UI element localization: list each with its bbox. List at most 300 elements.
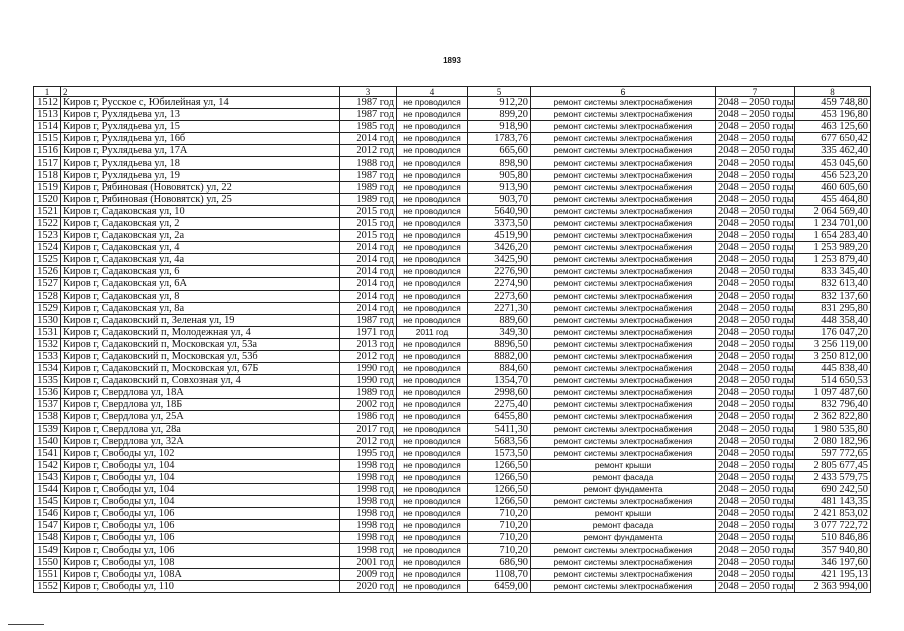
area-cell: 3425,90 [468, 254, 531, 266]
table-body [34, 97, 871, 593]
period-cell: 2048 – 2050 годы [716, 242, 795, 254]
cost-cell: 1 253 879,40 [795, 254, 871, 266]
area-cell: 918,90 [468, 121, 531, 133]
area-cell: 686,90 [468, 556, 531, 568]
address-cell: Киров г, Свободы ул, 106 [61, 544, 340, 556]
year-built-cell: 2014 год [340, 290, 397, 302]
period-cell: 2048 – 2050 годы [716, 363, 795, 375]
table-row [34, 254, 871, 266]
last-repair-cell: не проводился [397, 278, 468, 290]
last-repair-cell: не проводился [397, 508, 468, 520]
address-cell: Киров г, Свободы ул, 104 [61, 459, 340, 471]
row-number-cell: 1522 [34, 217, 61, 229]
work-type-cell: ремонт крыши [531, 508, 716, 520]
year-built-cell: 2020 год [340, 580, 397, 592]
cost-cell: 3 250 812,00 [795, 350, 871, 362]
row-number-cell: 1548 [34, 532, 61, 544]
address-cell: Киров г, Рухлядьева ул, 16б [61, 133, 340, 145]
period-cell: 2048 – 2050 годы [716, 290, 795, 302]
work-type-cell: ремонт системы электроснабжения [531, 193, 716, 205]
table-row [34, 496, 871, 508]
table-row [34, 181, 871, 193]
work-type-cell: ремонт системы электроснабжения [531, 326, 716, 338]
table-row [34, 423, 871, 435]
row-number-cell: 1520 [34, 193, 61, 205]
work-type-cell: ремонт системы электроснабжения [531, 302, 716, 314]
year-built-cell: 2001 год [340, 556, 397, 568]
row-number-cell: 1535 [34, 375, 61, 387]
cost-cell: 510 846,86 [795, 532, 871, 544]
address-cell: Киров г, Рухлядьева ул, 15 [61, 121, 340, 133]
period-cell: 2048 – 2050 годы [716, 314, 795, 326]
year-built-cell: 1995 год [340, 447, 397, 459]
last-repair-cell: не проводился [397, 242, 468, 254]
row-number-cell: 1514 [34, 121, 61, 133]
address-cell: Киров г, Рухлядьева ул, 18 [61, 157, 340, 169]
address-cell: Киров г, Свердлова ул, 32А [61, 435, 340, 447]
row-number-cell: 1550 [34, 556, 61, 568]
period-cell: 2048 – 2050 годы [716, 338, 795, 350]
table-row [34, 411, 871, 423]
work-type-cell: ремонт системы электроснабжения [531, 230, 716, 242]
year-built-cell: 2015 год [340, 217, 397, 229]
address-cell: Киров г, Садаковская ул, 8а [61, 302, 340, 314]
table-row [34, 230, 871, 242]
address-cell: Киров г, Садаковский п, Московская ул, 53а [61, 338, 340, 350]
year-built-cell: 1998 год [340, 484, 397, 496]
row-number-cell: 1539 [34, 423, 61, 435]
cost-cell: 597 772,65 [795, 447, 871, 459]
row-number-cell: 1533 [34, 350, 61, 362]
cost-cell: 833 345,40 [795, 266, 871, 278]
area-cell: 1266,50 [468, 459, 531, 471]
cost-cell: 690 242,50 [795, 484, 871, 496]
table-row [34, 484, 871, 496]
cost-cell: 459 748,80 [795, 97, 871, 109]
year-built-cell: 1998 год [340, 496, 397, 508]
row-number-cell: 1524 [34, 242, 61, 254]
area-cell: 2274,90 [468, 278, 531, 290]
last-repair-cell: 2011 год [397, 326, 468, 338]
cost-cell: 481 143,35 [795, 496, 871, 508]
period-cell: 2048 – 2050 годы [716, 254, 795, 266]
year-built-cell: 1990 год [340, 375, 397, 387]
work-type-cell: ремонт системы электроснабжения [531, 411, 716, 423]
area-cell: 903,70 [468, 193, 531, 205]
period-cell: 2048 – 2050 годы [716, 375, 795, 387]
last-repair-cell: не проводился [397, 496, 468, 508]
year-built-cell: 1985 год [340, 121, 397, 133]
year-built-cell: 2012 год [340, 350, 397, 362]
year-built-cell: 1987 год [340, 314, 397, 326]
last-repair-cell: не проводился [397, 193, 468, 205]
cost-cell: 2 064 569,40 [795, 205, 871, 217]
address-cell: Киров г, Садаковская ул, 4а [61, 254, 340, 266]
row-number-cell: 1530 [34, 314, 61, 326]
area-cell: 5411,30 [468, 423, 531, 435]
address-cell: Киров г, Садаковская ул, 6А [61, 278, 340, 290]
address-cell: Киров г, Русское с, Юбилейная ул, 14 [61, 97, 340, 109]
last-repair-cell: не проводился [397, 290, 468, 302]
cost-cell: 448 358,40 [795, 314, 871, 326]
address-cell: Киров г, Садаковская ул, 6 [61, 266, 340, 278]
address-cell: Киров г, Садаковская ул, 2а [61, 230, 340, 242]
work-type-cell: ремонт системы электроснабжения [531, 217, 716, 229]
work-type-cell: ремонт системы электроснабжения [531, 375, 716, 387]
table-row [34, 193, 871, 205]
table-row [34, 399, 871, 411]
area-cell: 1354,70 [468, 375, 531, 387]
table-row [34, 326, 871, 338]
year-built-cell: 1987 год [340, 169, 397, 181]
address-cell: Киров г, Рухлядьева ул, 13 [61, 109, 340, 121]
year-built-cell: 2014 год [340, 302, 397, 314]
table-row [34, 205, 871, 217]
cost-cell: 1 980 535,80 [795, 423, 871, 435]
year-built-cell: 1971 год [340, 326, 397, 338]
last-repair-cell: не проводился [397, 181, 468, 193]
row-number-cell: 1542 [34, 459, 61, 471]
last-repair-cell: не проводился [397, 338, 468, 350]
table-row [34, 97, 871, 109]
table-row [34, 508, 871, 520]
area-cell: 2273,60 [468, 290, 531, 302]
period-cell: 2048 – 2050 годы [716, 217, 795, 229]
area-cell: 1266,50 [468, 484, 531, 496]
row-number-cell: 1551 [34, 568, 61, 580]
cost-cell: 1 253 989,20 [795, 242, 871, 254]
work-type-cell: ремонт системы электроснабжения [531, 109, 716, 121]
period-cell: 2048 – 2050 годы [716, 302, 795, 314]
last-repair-cell: не проводился [397, 556, 468, 568]
year-built-cell: 1998 год [340, 508, 397, 520]
row-number-cell: 1538 [34, 411, 61, 423]
address-cell: Киров г, Садаковская ул, 8 [61, 290, 340, 302]
period-cell: 2048 – 2050 годы [716, 447, 795, 459]
cost-cell: 1 654 283,40 [795, 230, 871, 242]
year-built-cell: 2014 год [340, 278, 397, 290]
column-header: 6 [531, 87, 716, 97]
table-row [34, 302, 871, 314]
address-cell: Киров г, Садаковский п, Московская ул, 67Б [61, 363, 340, 375]
row-number-cell: 1537 [34, 399, 61, 411]
row-number-cell: 1552 [34, 580, 61, 592]
last-repair-cell: не проводился [397, 399, 468, 411]
address-cell: Киров г, Свободы ул, 104 [61, 484, 340, 496]
address-cell: Киров г, Рябиновая (Нововятск) ул, 25 [61, 193, 340, 205]
area-cell: 884,60 [468, 363, 531, 375]
last-repair-cell: не проводился [397, 568, 468, 580]
cost-cell: 453 045,60 [795, 157, 871, 169]
area-cell: 2275,40 [468, 399, 531, 411]
year-built-cell: 1989 год [340, 193, 397, 205]
work-type-cell: ремонт системы электроснабжения [531, 580, 716, 592]
period-cell: 2048 – 2050 годы [716, 459, 795, 471]
period-cell: 2048 – 2050 годы [716, 508, 795, 520]
last-repair-cell: не проводился [397, 169, 468, 181]
column-header: 8 [795, 87, 871, 97]
cost-cell: 2 433 579,75 [795, 471, 871, 483]
area-cell: 5683,56 [468, 435, 531, 447]
period-cell: 2048 – 2050 годы [716, 411, 795, 423]
last-repair-cell: не проводился [397, 363, 468, 375]
last-repair-cell: не проводился [397, 471, 468, 483]
area-cell: 912,20 [468, 97, 531, 109]
year-built-cell: 1990 год [340, 363, 397, 375]
column-header: 2 [61, 87, 340, 97]
year-built-cell: 2012 год [340, 435, 397, 447]
address-cell: Киров г, Садаковский п, Совхозная ул, 4 [61, 375, 340, 387]
last-repair-cell: не проводился [397, 266, 468, 278]
work-type-cell: ремонт системы электроснабжения [531, 399, 716, 411]
year-built-cell: 1998 год [340, 532, 397, 544]
area-cell: 665,60 [468, 145, 531, 157]
area-cell: 2998,60 [468, 387, 531, 399]
period-cell: 2048 – 2050 годы [716, 109, 795, 121]
table-row [34, 338, 871, 350]
cost-cell: 357 940,80 [795, 544, 871, 556]
address-cell: Киров г, Садаковский п, Зеленая ул, 19 [61, 314, 340, 326]
table-row [34, 435, 871, 447]
address-cell: Киров г, Свободы ул, 102 [61, 447, 340, 459]
cost-cell: 3 077 722,72 [795, 520, 871, 532]
work-type-cell: ремонт системы электроснабжения [531, 363, 716, 375]
last-repair-cell: не проводился [397, 580, 468, 592]
cost-cell: 677 650,42 [795, 133, 871, 145]
row-number-cell: 1517 [34, 157, 61, 169]
last-repair-cell: не проводился [397, 375, 468, 387]
cost-cell: 2 421 853,02 [795, 508, 871, 520]
row-number-cell: 1534 [34, 363, 61, 375]
work-type-cell: ремонт системы электроснабжения [531, 254, 716, 266]
cost-cell: 176 047,20 [795, 326, 871, 338]
last-repair-cell: не проводился [397, 254, 468, 266]
last-repair-cell: не проводился [397, 121, 468, 133]
period-cell: 2048 – 2050 годы [716, 97, 795, 109]
address-cell: Киров г, Садаковский п, Молодежная ул, 4 [61, 326, 340, 338]
row-number-cell: 1540 [34, 435, 61, 447]
work-type-cell: ремонт системы электроснабжения [531, 338, 716, 350]
table-row [34, 145, 871, 157]
work-type-cell: ремонт системы электроснабжения [531, 447, 716, 459]
last-repair-cell: не проводился [397, 532, 468, 544]
year-built-cell: 2014 год [340, 254, 397, 266]
address-cell: Киров г, Свободы ул, 108А [61, 568, 340, 580]
year-built-cell: 1986 год [340, 411, 397, 423]
period-cell: 2048 – 2050 годы [716, 387, 795, 399]
last-repair-cell: не проводился [397, 205, 468, 217]
work-type-cell: ремонт системы электроснабжения [531, 544, 716, 556]
row-number-cell: 1516 [34, 145, 61, 157]
row-number-cell: 1512 [34, 97, 61, 109]
row-number-cell: 1531 [34, 326, 61, 338]
row-number-cell: 1544 [34, 484, 61, 496]
address-cell: Киров г, Свободы ул, 104 [61, 471, 340, 483]
row-number-cell: 1527 [34, 278, 61, 290]
area-cell: 889,60 [468, 314, 531, 326]
area-cell: 1573,50 [468, 447, 531, 459]
table-row [34, 447, 871, 459]
last-repair-cell: не проводился [397, 217, 468, 229]
cost-cell: 460 605,60 [795, 181, 871, 193]
row-number-cell: 1541 [34, 447, 61, 459]
year-built-cell: 2015 год [340, 230, 397, 242]
footer-rule [8, 624, 44, 625]
cost-cell: 455 464,80 [795, 193, 871, 205]
cost-cell: 2 080 182,96 [795, 435, 871, 447]
work-type-cell: ремонт системы электроснабжения [531, 157, 716, 169]
table-row [34, 169, 871, 181]
work-type-cell: ремонт системы электроснабжения [531, 133, 716, 145]
work-type-cell: ремонт системы электроснабжения [531, 350, 716, 362]
work-type-cell: ремонт системы электроснабжения [531, 387, 716, 399]
table-row [34, 580, 871, 592]
work-type-cell: ремонт фундамента [531, 484, 716, 496]
work-type-cell: ремонт фасада [531, 520, 716, 532]
table-header [34, 87, 871, 97]
period-cell: 2048 – 2050 годы [716, 266, 795, 278]
last-repair-cell: не проводился [397, 520, 468, 532]
year-built-cell: 1989 год [340, 387, 397, 399]
cost-cell: 831 295,80 [795, 302, 871, 314]
address-cell: Киров г, Свободы ул, 106 [61, 508, 340, 520]
period-cell: 2048 – 2050 годы [716, 205, 795, 217]
table-row [34, 350, 871, 362]
work-type-cell: ремонт системы электроснабжения [531, 205, 716, 217]
work-type-cell: ремонт системы электроснабжения [531, 556, 716, 568]
cost-cell: 2 362 822,80 [795, 411, 871, 423]
address-cell: Киров г, Свердлова ул, 28а [61, 423, 340, 435]
address-cell: Киров г, Рябиновая (Нововятск) ул, 22 [61, 181, 340, 193]
work-type-cell: ремонт фундамента [531, 532, 716, 544]
address-cell: Киров г, Садаковская ул, 10 [61, 205, 340, 217]
area-cell: 710,20 [468, 544, 531, 556]
cost-cell: 1 097 487,60 [795, 387, 871, 399]
area-cell: 3426,20 [468, 242, 531, 254]
last-repair-cell: не проводился [397, 302, 468, 314]
last-repair-cell: не проводился [397, 544, 468, 556]
year-built-cell: 2014 год [340, 266, 397, 278]
period-cell: 2048 – 2050 годы [716, 423, 795, 435]
year-built-cell: 1989 год [340, 181, 397, 193]
area-cell: 6455,80 [468, 411, 531, 423]
column-header: 3 [340, 87, 397, 97]
work-type-cell: ремонт системы электроснабжения [531, 278, 716, 290]
row-number-cell: 1543 [34, 471, 61, 483]
table-row [34, 556, 871, 568]
year-built-cell: 1998 год [340, 544, 397, 556]
work-type-cell: ремонт системы электроснабжения [531, 121, 716, 133]
year-built-cell: 2014 год [340, 242, 397, 254]
work-type-cell: ремонт фасада [531, 471, 716, 483]
period-cell: 2048 – 2050 годы [716, 556, 795, 568]
last-repair-cell: не проводился [397, 314, 468, 326]
table-row [34, 278, 871, 290]
last-repair-cell: не проводился [397, 387, 468, 399]
year-built-cell: 2002 год [340, 399, 397, 411]
period-cell: 2048 – 2050 годы [716, 544, 795, 556]
row-number-cell: 1532 [34, 338, 61, 350]
row-number-cell: 1549 [34, 544, 61, 556]
table-row [34, 520, 871, 532]
address-cell: Киров г, Рухлядьева ул, 19 [61, 169, 340, 181]
area-cell: 913,90 [468, 181, 531, 193]
cost-cell: 3 256 119,00 [795, 338, 871, 350]
year-built-cell: 2009 год [340, 568, 397, 580]
cost-cell: 346 197,60 [795, 556, 871, 568]
table-row [34, 133, 871, 145]
address-cell: Киров г, Свободы ул, 106 [61, 532, 340, 544]
work-type-cell: ремонт системы электроснабжения [531, 242, 716, 254]
period-cell: 2048 – 2050 годы [716, 532, 795, 544]
address-cell: Киров г, Рухлядьева ул, 17А [61, 145, 340, 157]
period-cell: 2048 – 2050 годы [716, 484, 795, 496]
cost-cell: 445 838,40 [795, 363, 871, 375]
row-number-cell: 1518 [34, 169, 61, 181]
row-number-cell: 1526 [34, 266, 61, 278]
table-row [34, 387, 871, 399]
year-built-cell: 2012 год [340, 145, 397, 157]
address-cell: Киров г, Свердлова ул, 25А [61, 411, 340, 423]
period-cell: 2048 – 2050 годы [716, 580, 795, 592]
registry-table [33, 86, 871, 593]
table-row [34, 544, 871, 556]
address-cell: Киров г, Садаковский п, Московская ул, 53б [61, 350, 340, 362]
address-cell: Киров г, Свободы ул, 106 [61, 520, 340, 532]
row-number-cell: 1546 [34, 508, 61, 520]
period-cell: 2048 – 2050 годы [716, 169, 795, 181]
last-repair-cell: не проводился [397, 411, 468, 423]
period-cell: 2048 – 2050 годы [716, 193, 795, 205]
cost-cell: 2 805 677,45 [795, 459, 871, 471]
cost-cell: 832 613,40 [795, 278, 871, 290]
page-number: 1893 [443, 56, 461, 65]
table-row [34, 109, 871, 121]
row-number-cell: 1519 [34, 181, 61, 193]
work-type-cell: ремонт системы электроснабжения [531, 314, 716, 326]
row-number-cell: 1536 [34, 387, 61, 399]
table-row [34, 121, 871, 133]
table-row [34, 471, 871, 483]
cost-cell: 453 196,80 [795, 109, 871, 121]
last-repair-cell: не проводился [397, 435, 468, 447]
area-cell: 710,20 [468, 508, 531, 520]
cost-cell: 1 234 701,00 [795, 217, 871, 229]
table-row [34, 363, 871, 375]
work-type-cell: ремонт системы электроснабжения [531, 568, 716, 580]
table-row [34, 157, 871, 169]
last-repair-cell: не проводился [397, 133, 468, 145]
last-repair-cell: не проводился [397, 350, 468, 362]
table-row [34, 242, 871, 254]
area-cell: 2271,30 [468, 302, 531, 314]
row-number-cell: 1515 [34, 133, 61, 145]
address-cell: Киров г, Садаковская ул, 4 [61, 242, 340, 254]
work-type-cell: ремонт системы электроснабжения [531, 423, 716, 435]
area-cell: 2276,90 [468, 266, 531, 278]
column-header: 1 [34, 87, 61, 97]
year-built-cell: 2013 год [340, 338, 397, 350]
area-cell: 1266,50 [468, 471, 531, 483]
column-header: 7 [716, 87, 795, 97]
last-repair-cell: не проводился [397, 423, 468, 435]
work-type-cell: ремонт системы электроснабжения [531, 145, 716, 157]
last-repair-cell: не проводился [397, 109, 468, 121]
table-row [34, 459, 871, 471]
address-cell: Киров г, Свободы ул, 104 [61, 496, 340, 508]
last-repair-cell: не проводился [397, 230, 468, 242]
cost-cell: 421 195,13 [795, 568, 871, 580]
